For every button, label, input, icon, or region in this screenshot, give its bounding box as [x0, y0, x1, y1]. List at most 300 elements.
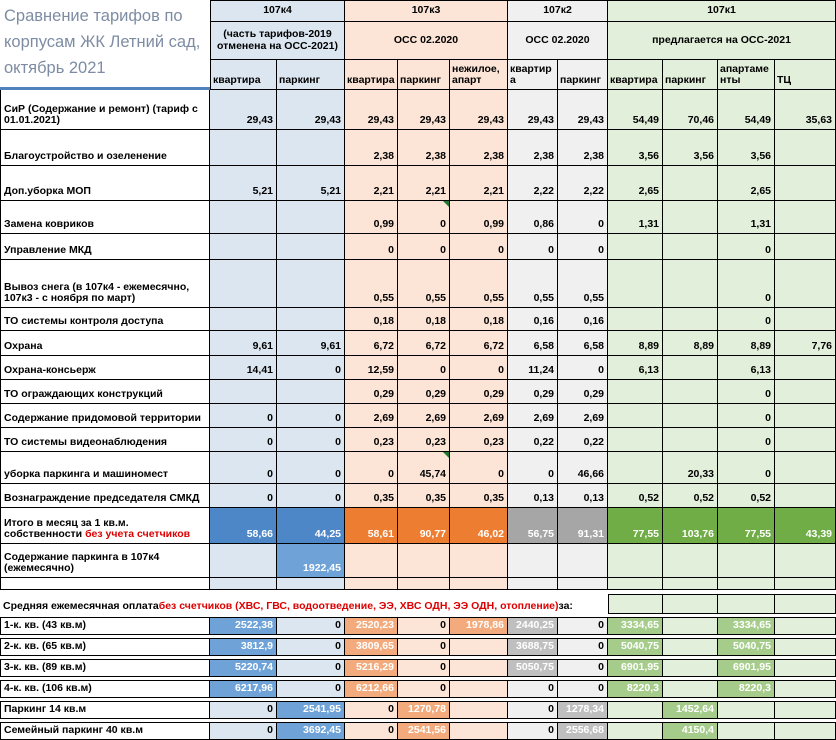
value-cell: [558, 544, 608, 578]
value-cell: [608, 404, 663, 428]
value-cell: [775, 617, 836, 635]
value-cell: [608, 260, 663, 308]
value-cell: 0: [718, 308, 775, 331]
value-cell: 3334,65: [718, 617, 775, 635]
value-cell: 0: [398, 680, 450, 698]
value-cell: [210, 308, 277, 331]
tariff-row: [0, 308, 836, 331]
value-cell: 14,41: [210, 356, 277, 380]
value-cell: [345, 544, 398, 578]
value-cell: 7,76: [775, 331, 836, 356]
payment-row-label: 4-к. кв. (106 кв.м): [0, 680, 210, 698]
value-cell: [718, 594, 775, 614]
value-cell: 0: [718, 404, 775, 428]
value-cell: [718, 722, 775, 740]
value-cell: 0: [210, 452, 277, 484]
value-cell: 6901,95: [608, 659, 663, 677]
payment-row: [0, 638, 836, 656]
column-header-107к1-апартаменты: апартаменты: [718, 60, 775, 90]
value-cell: 0: [718, 380, 775, 404]
value-cell: 0,52: [718, 484, 775, 508]
value-cell: 0: [277, 680, 345, 698]
column-header-107к3-квартира: квартира: [345, 60, 398, 90]
value-cell: [450, 722, 508, 740]
tariff-row: [0, 166, 836, 201]
value-cell: [450, 701, 508, 719]
value-cell: [608, 594, 663, 614]
value-cell: [775, 701, 836, 719]
payment-row: [0, 701, 836, 719]
value-cell: 0,23: [398, 428, 450, 452]
value-cell: 0: [558, 638, 608, 656]
column-header-107к1-паркинг: паркинг: [663, 60, 718, 90]
value-cell: 2,69: [558, 404, 608, 428]
value-cell: 2,69: [508, 404, 558, 428]
value-cell: 0: [398, 356, 450, 380]
value-cell: 1922,45: [277, 544, 345, 578]
group-header-107к2: 107к2: [508, 0, 608, 22]
value-cell: 0: [718, 260, 775, 308]
value-cell: 0,22: [558, 428, 608, 452]
value-cell: 0: [210, 722, 277, 740]
value-cell: 77,55: [718, 508, 775, 544]
value-cell: 0: [718, 428, 775, 452]
value-cell: 77,55: [608, 508, 663, 544]
value-cell: 2520,23: [345, 617, 398, 635]
value-cell: 6,13: [718, 356, 775, 380]
value-cell: [277, 578, 345, 590]
value-cell: [663, 234, 718, 260]
value-cell: 0,18: [398, 308, 450, 331]
value-cell: 0,16: [558, 308, 608, 331]
value-cell: 0,13: [508, 484, 558, 508]
value-cell: [775, 356, 836, 380]
row-label: Охрана-консьерж: [0, 356, 210, 380]
value-cell: 35,63: [775, 90, 836, 130]
value-cell: 0,29: [345, 380, 398, 404]
value-cell: 29,43: [345, 90, 398, 130]
value-cell: 2,69: [398, 404, 450, 428]
value-cell: 0,99: [345, 201, 398, 234]
column-header-row: [210, 60, 836, 90]
value-cell: 0: [558, 201, 608, 234]
value-cell: 58,61: [345, 508, 398, 544]
value-cell: 5216,29: [345, 659, 398, 677]
value-cell: 5050,75: [508, 659, 558, 677]
value-cell: 0,55: [345, 260, 398, 308]
value-cell: 0,18: [345, 308, 398, 331]
value-cell: [663, 260, 718, 308]
value-cell: [663, 638, 718, 656]
column-header-107к3-паркинг: паркинг: [398, 60, 450, 90]
row-label: Вознаграждение председателя СМКД: [0, 484, 210, 508]
value-cell: 54,49: [608, 90, 663, 130]
payment-row: [0, 659, 836, 677]
value-cell: 1278,34: [558, 701, 608, 719]
value-cell: 1270,78: [398, 701, 450, 719]
value-cell: 2,21: [345, 166, 398, 201]
value-cell: 29,43: [508, 90, 558, 130]
tariff-row: [0, 260, 836, 308]
group-header-107к3: 107к3: [345, 0, 508, 22]
value-cell: 0,55: [558, 260, 608, 308]
value-cell: [663, 617, 718, 635]
payment-table: [0, 617, 836, 740]
avg-payment-header-row: [0, 594, 836, 614]
value-cell: 91,31: [558, 508, 608, 544]
green-corner-marker-icon: [443, 452, 449, 458]
tariff-row: [0, 404, 836, 428]
value-cell: 3334,65: [608, 617, 663, 635]
value-cell: [775, 659, 836, 677]
value-cell: 3812,9: [210, 638, 277, 656]
value-cell: 12,59: [345, 356, 398, 380]
column-header-107к1-ТЦ: ТЦ: [775, 60, 836, 90]
value-cell: [210, 260, 277, 308]
value-cell: 6217,96: [210, 680, 277, 698]
tariff-row: [0, 130, 836, 166]
tariff-row: [0, 90, 836, 130]
value-cell: 44,25: [277, 508, 345, 544]
group-subtitle-107к2: ОСС 02.2020: [508, 22, 608, 60]
value-cell: 0,29: [398, 380, 450, 404]
value-cell: [277, 130, 345, 166]
avg-payment-header-label: [3, 594, 573, 612]
value-cell: [718, 701, 775, 719]
parking-fee-row-label: Содержание паркинга в 107к4 (ежемесячно): [0, 544, 210, 578]
value-cell: 6,72: [450, 331, 508, 356]
value-cell: 0: [345, 452, 398, 484]
payment-row-label: 1-к. кв. (43 кв.м): [0, 617, 210, 635]
value-cell: [775, 544, 836, 578]
group-header-107к4: 107к4: [210, 0, 345, 22]
value-cell: 8,89: [608, 331, 663, 356]
value-cell: 0: [210, 404, 277, 428]
value-cell: [775, 484, 836, 508]
value-cell: 2,38: [398, 130, 450, 166]
value-cell: [450, 680, 508, 698]
value-cell: 2,69: [345, 404, 398, 428]
value-cell: 8220,3: [718, 680, 775, 698]
payment-row-label: 2-к. кв. (65 кв.м): [0, 638, 210, 656]
value-cell: [508, 578, 558, 590]
value-cell: 2,21: [398, 166, 450, 201]
tariff-row: [0, 428, 836, 452]
total-row-label: Итого в месяц за 1 кв.м. собственности без учета счетчиков: [0, 508, 210, 544]
tariff-row: [0, 331, 836, 356]
value-cell: 3692,45: [277, 722, 345, 740]
total-row: [0, 508, 836, 544]
value-cell: [663, 166, 718, 201]
tariff-table-body: [0, 90, 836, 590]
value-cell: 9,61: [277, 331, 345, 356]
value-cell: 0: [718, 452, 775, 484]
row-label: Управление МКД: [0, 234, 210, 260]
value-cell: 2556,68: [558, 722, 608, 740]
value-cell: [450, 544, 508, 578]
value-cell: 0: [558, 234, 608, 260]
value-cell: 0,35: [345, 484, 398, 508]
value-cell: 0: [277, 617, 345, 635]
value-cell: [663, 201, 718, 234]
value-cell: 6,72: [345, 331, 398, 356]
value-cell: 2,22: [558, 166, 608, 201]
column-headers: [210, 0, 836, 90]
value-cell: [775, 452, 836, 484]
value-cell: 0: [508, 722, 558, 740]
value-cell: 20,33: [663, 452, 718, 484]
value-cell: 11,24: [508, 356, 558, 380]
value-cell: 3809,65: [345, 638, 398, 656]
row-label: Доп.уборка МОП: [0, 166, 210, 201]
row-label: уборка паркинга и машиномест: [0, 452, 210, 484]
value-cell: 6212,66: [345, 680, 398, 698]
value-cell: 0,18: [450, 308, 508, 331]
green-corner-marker-icon: [443, 201, 449, 207]
column-header-107к3-нежилое, апарт: нежилое, апарт: [450, 60, 508, 90]
value-cell: 0: [345, 701, 398, 719]
value-cell: 2,65: [608, 166, 663, 201]
value-cell: [508, 544, 558, 578]
value-cell: 3,56: [663, 130, 718, 166]
value-cell: 0: [277, 452, 345, 484]
value-cell: 2,38: [558, 130, 608, 166]
value-cell: 70,46: [663, 90, 718, 130]
value-cell: [718, 578, 775, 590]
value-cell: 2,38: [450, 130, 508, 166]
value-cell: 0: [450, 234, 508, 260]
value-cell: 90,77: [398, 508, 450, 544]
avg-row-cells: [608, 594, 836, 614]
value-cell: 5040,75: [718, 638, 775, 656]
value-cell: 6,13: [608, 356, 663, 380]
value-cell: 0: [508, 452, 558, 484]
value-cell: [663, 380, 718, 404]
value-cell: 0: [210, 428, 277, 452]
value-cell: [718, 544, 775, 578]
row-label: Охрана: [0, 331, 210, 356]
value-cell: 0: [450, 452, 508, 484]
value-cell: 8,89: [663, 331, 718, 356]
value-cell: [663, 594, 718, 614]
value-cell: 46,66: [558, 452, 608, 484]
value-cell: 0,52: [608, 484, 663, 508]
value-cell: [775, 578, 836, 590]
value-cell: [608, 452, 663, 484]
payment-row-label: Семейный паркинг 40 кв.м: [0, 722, 210, 740]
value-cell: [663, 680, 718, 698]
tariff-row: [0, 356, 836, 380]
row-label: ТО ограждающих конструкций: [0, 380, 210, 404]
sheet-title: Сравнение тарифов по корпусам ЖК Летний сад, октябрь 2021: [0, 0, 210, 90]
value-cell: 0: [558, 617, 608, 635]
group-header-row: [210, 0, 836, 22]
value-cell: [277, 201, 345, 234]
value-cell: [345, 578, 398, 590]
value-cell: [450, 659, 508, 677]
value-cell: 0,23: [345, 428, 398, 452]
value-cell: [663, 356, 718, 380]
column-header-107к1-квартира: квартира: [608, 60, 663, 90]
value-cell: 6,58: [508, 331, 558, 356]
value-cell: 3,56: [718, 130, 775, 166]
value-cell: 43,39: [775, 508, 836, 544]
value-cell: 1978,86: [450, 617, 508, 635]
value-cell: 0: [398, 234, 450, 260]
value-cell: 0,13: [558, 484, 608, 508]
row-label: СиР (Содержание и ремонт) (тариф с 01.01.2021): [0, 90, 210, 130]
value-cell: [775, 308, 836, 331]
value-cell: 0,86: [508, 201, 558, 234]
value-cell: 0: [210, 701, 277, 719]
value-cell: [277, 234, 345, 260]
value-cell: [663, 659, 718, 677]
value-cell: 56,75: [508, 508, 558, 544]
value-cell: 54,49: [718, 90, 775, 130]
value-cell: 0: [508, 234, 558, 260]
value-cell: 9,61: [210, 331, 277, 356]
value-cell: 2541,95: [277, 701, 345, 719]
row-label: ТО системы видеонаблюдения: [0, 428, 210, 452]
value-cell: [775, 380, 836, 404]
row-label: Благоустройство и озеленение: [0, 130, 210, 166]
value-cell: [450, 638, 508, 656]
value-cell: 0,99: [450, 201, 508, 234]
value-cell: 3,56: [608, 130, 663, 166]
tariff-row: [0, 484, 836, 508]
payment-row: [0, 680, 836, 698]
value-cell: 1452,64: [663, 701, 718, 719]
value-cell: 2541,56: [398, 722, 450, 740]
value-cell: 58,66: [210, 508, 277, 544]
payment-row-label: Паркинг 14 кв.м: [0, 701, 210, 719]
value-cell: [775, 594, 836, 614]
value-cell: 0,29: [508, 380, 558, 404]
value-cell: 2,38: [508, 130, 558, 166]
spacer-row: [0, 578, 836, 590]
value-cell: 0,55: [508, 260, 558, 308]
value-cell: 6,58: [558, 331, 608, 356]
value-cell: [775, 166, 836, 201]
tariff-row: [0, 380, 836, 404]
value-cell: 0: [277, 659, 345, 677]
value-cell: 0: [450, 356, 508, 380]
value-cell: [210, 380, 277, 404]
value-cell: [608, 380, 663, 404]
value-cell: [608, 428, 663, 452]
value-cell: 0,55: [450, 260, 508, 308]
value-cell: 0: [277, 428, 345, 452]
value-cell: 2,69: [450, 404, 508, 428]
payment-row-label: 3-к. кв. (89 кв.м): [0, 659, 210, 677]
value-cell: 1,31: [608, 201, 663, 234]
group-subtitle-107к1: предлагается на ОСС-2021: [608, 22, 836, 60]
column-header-107к4-квартира: квартира: [210, 60, 277, 90]
value-cell: 0: [277, 356, 345, 380]
value-cell: 0: [508, 680, 558, 698]
value-cell: [663, 428, 718, 452]
value-cell: [608, 234, 663, 260]
value-cell: [775, 234, 836, 260]
value-cell: 0,22: [508, 428, 558, 452]
value-cell: 8220,3: [608, 680, 663, 698]
value-cell: 0: [277, 484, 345, 508]
value-cell: 2,22: [508, 166, 558, 201]
spacer-row-label: [0, 578, 210, 590]
value-cell: [210, 578, 277, 590]
group-subtitle-row: [210, 22, 836, 60]
group-subtitle-107к3: ОСС 02.2020: [345, 22, 508, 60]
value-cell: 0: [398, 638, 450, 656]
value-cell: 2,38: [345, 130, 398, 166]
column-header-107к2-квартира: квартира: [508, 60, 558, 90]
value-cell: [775, 638, 836, 656]
value-cell: 0,52: [663, 484, 718, 508]
value-cell: 6901,95: [718, 659, 775, 677]
row-label: ТО системы контроля доступа: [0, 308, 210, 331]
value-cell: 103,76: [663, 508, 718, 544]
value-cell: [210, 234, 277, 260]
value-cell: [558, 578, 608, 590]
value-cell: [210, 130, 277, 166]
value-cell: 0: [718, 234, 775, 260]
value-cell: [775, 404, 836, 428]
value-cell: [775, 260, 836, 308]
value-cell: [210, 201, 277, 234]
parking-fee-row: [0, 544, 836, 578]
tariff-row: [0, 201, 836, 234]
value-cell: 0,55: [398, 260, 450, 308]
value-cell: [608, 308, 663, 331]
value-cell: 2,21: [450, 166, 508, 201]
row-label: Замена ковриков: [0, 201, 210, 234]
value-cell: [775, 722, 836, 740]
column-header-107к4-паркинг: паркинг: [277, 60, 345, 90]
avg-label-red-part: без счетчиков (ХВС, ГВС, водоотведение, ЭЭ, ХВС ОДН, ЭЭ ОДН, отопление): [158, 600, 559, 612]
value-cell: 0: [508, 701, 558, 719]
value-cell: 0: [277, 638, 345, 656]
value-cell: 2440,25: [508, 617, 558, 635]
value-cell: 0: [558, 356, 608, 380]
value-cell: [663, 404, 718, 428]
payment-row: [0, 722, 836, 740]
value-cell: 6,72: [398, 331, 450, 356]
row-label: Содержание придомовой территории: [0, 404, 210, 428]
value-cell: 46,02: [450, 508, 508, 544]
column-header-107к2-паркинг: паркинг: [558, 60, 608, 90]
value-cell: 29,43: [210, 90, 277, 130]
value-cell: [663, 544, 718, 578]
value-cell: [608, 701, 663, 719]
value-cell: 5220,74: [210, 659, 277, 677]
value-cell: 29,43: [558, 90, 608, 130]
value-cell: 29,43: [450, 90, 508, 130]
value-cell: [450, 578, 508, 590]
group-header-107к1: 107к1: [608, 0, 836, 22]
value-cell: [608, 544, 663, 578]
value-cell: [277, 308, 345, 331]
value-cell: 0: [558, 659, 608, 677]
value-cell: 0: [345, 722, 398, 740]
value-cell: [608, 722, 663, 740]
value-cell: [775, 130, 836, 166]
value-cell: [663, 308, 718, 331]
value-cell: 0,16: [508, 308, 558, 331]
value-cell: 5040,75: [608, 638, 663, 656]
value-cell: 3688,75: [508, 638, 558, 656]
value-cell: [398, 544, 450, 578]
value-cell: 29,43: [398, 90, 450, 130]
